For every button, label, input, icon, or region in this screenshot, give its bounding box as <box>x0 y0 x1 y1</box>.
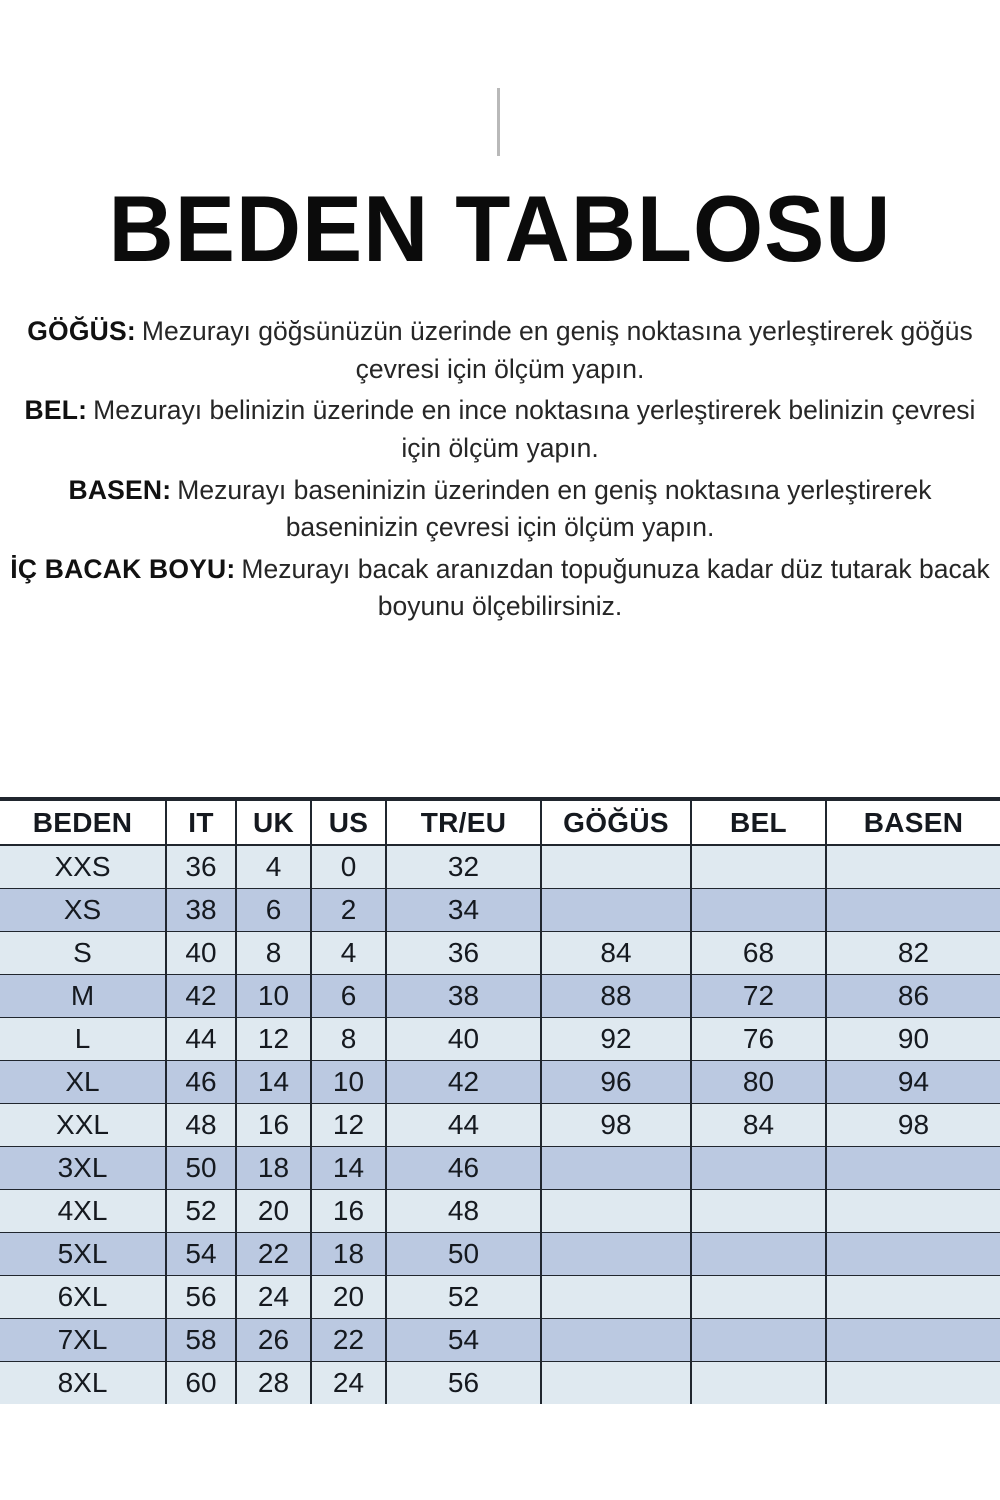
instruction-gogus-label: GÖĞÜS: <box>27 316 136 346</box>
cell-us: 24 <box>311 1361 386 1404</box>
column-header-beden: BEDEN <box>0 799 166 845</box>
cell-gogus: 96 <box>541 1060 691 1103</box>
cell-beden: XXL <box>0 1103 166 1146</box>
instruction-basen <box>8 472 992 547</box>
cell-treu: 44 <box>386 1103 541 1146</box>
cell-uk: 24 <box>236 1275 311 1318</box>
column-header-bel: BEL <box>691 799 826 845</box>
cell-beden: 4XL <box>0 1189 166 1232</box>
cell-us: 4 <box>311 931 386 974</box>
cell-uk: 12 <box>236 1017 311 1060</box>
cell-it: 50 <box>166 1146 236 1189</box>
cell-it: 56 <box>166 1275 236 1318</box>
cell-basen <box>826 1318 1000 1361</box>
cell-basen <box>826 845 1000 888</box>
cell-basen: 86 <box>826 974 1000 1017</box>
cell-basen <box>826 1275 1000 1318</box>
cell-us: 14 <box>311 1146 386 1189</box>
cell-basen <box>826 1232 1000 1275</box>
instruction-gogus-text: Mezurayı göğsünüzün üzerinde en geniş noktasına yerleştirerek göğüs çevresi için ölçüm yapın. <box>141 316 973 384</box>
cell-treu: 32 <box>386 845 541 888</box>
measurement-instructions <box>8 313 992 630</box>
cell-bel <box>691 1232 826 1275</box>
cell-bel <box>691 1189 826 1232</box>
cell-treu: 34 <box>386 888 541 931</box>
cell-us: 6 <box>311 974 386 1017</box>
instruction-bel-label: BEL: <box>24 395 88 426</box>
cell-treu: 56 <box>386 1361 541 1404</box>
cell-gogus <box>541 1361 691 1404</box>
cell-gogus: 84 <box>541 931 691 974</box>
cell-treu: 48 <box>386 1189 541 1232</box>
table-row <box>0 1318 1000 1361</box>
cell-gogus <box>541 1318 691 1361</box>
table-row <box>0 1103 1000 1146</box>
cell-gogus <box>541 1275 691 1318</box>
cell-basen: 90 <box>826 1017 1000 1060</box>
cell-gogus: 98 <box>541 1103 691 1146</box>
cell-us: 22 <box>311 1318 386 1361</box>
table-row <box>0 1189 1000 1232</box>
cell-treu: 54 <box>386 1318 541 1361</box>
cell-gogus: 92 <box>541 1017 691 1060</box>
cell-beden: XL <box>0 1060 166 1103</box>
table-row <box>0 1361 1000 1404</box>
cell-bel <box>691 1275 826 1318</box>
cell-uk: 8 <box>236 931 311 974</box>
instruction-ic-bacak-boyu-text: Mezurayı bacak aranızdan topuğunuza kadar düz tutarak bacak boyunu ölçebilirsiniz. <box>241 553 990 622</box>
cell-it: 58 <box>166 1318 236 1361</box>
column-header-treu: TR/EU <box>386 799 541 845</box>
cell-basen: 94 <box>826 1060 1000 1103</box>
table-row <box>0 1275 1000 1318</box>
cell-it: 46 <box>166 1060 236 1103</box>
cell-uk: 20 <box>236 1189 311 1232</box>
cell-treu: 40 <box>386 1017 541 1060</box>
cell-gogus <box>541 845 691 888</box>
cell-bel: 84 <box>691 1103 826 1146</box>
cell-it: 38 <box>166 888 236 931</box>
table-row <box>0 888 1000 931</box>
cell-uk: 28 <box>236 1361 311 1404</box>
cell-treu: 50 <box>386 1232 541 1275</box>
cell-bel: 80 <box>691 1060 826 1103</box>
cell-gogus: 88 <box>541 974 691 1017</box>
cell-treu: 52 <box>386 1275 541 1318</box>
cell-beden: 6XL <box>0 1275 166 1318</box>
cell-it: 52 <box>166 1189 236 1232</box>
cell-it: 40 <box>166 931 236 974</box>
cell-uk: 14 <box>236 1060 311 1103</box>
instruction-gogus <box>8 313 992 388</box>
cell-gogus <box>541 1232 691 1275</box>
table-row <box>0 1146 1000 1189</box>
instruction-ic-bacak-boyu <box>8 551 992 626</box>
cell-it: 60 <box>166 1361 236 1404</box>
cell-bel <box>691 1361 826 1404</box>
cell-us: 12 <box>311 1103 386 1146</box>
cell-basen <box>826 1146 1000 1189</box>
cell-basen: 82 <box>826 931 1000 974</box>
cell-beden: S <box>0 931 166 974</box>
cell-beden: XS <box>0 888 166 931</box>
table-header-row <box>0 799 1000 845</box>
cell-it: 36 <box>166 845 236 888</box>
cell-gogus <box>541 1146 691 1189</box>
instruction-ic-bacak-boyu-label: İÇ BACAK BOYU: <box>10 553 236 584</box>
size-table-head <box>0 799 1000 845</box>
table-row <box>0 1232 1000 1275</box>
cell-basen: 98 <box>826 1103 1000 1146</box>
cell-gogus <box>541 888 691 931</box>
cell-uk: 16 <box>236 1103 311 1146</box>
cell-bel: 72 <box>691 974 826 1017</box>
cell-treu: 46 <box>386 1146 541 1189</box>
column-header-basen: BASEN <box>826 799 1000 845</box>
instruction-basen-label: BASEN: <box>68 474 172 505</box>
column-header-it: IT <box>166 799 236 845</box>
cell-beden: 3XL <box>0 1146 166 1189</box>
cell-basen <box>826 1189 1000 1232</box>
cell-us: 20 <box>311 1275 386 1318</box>
cell-beden: 7XL <box>0 1318 166 1361</box>
size-table-container <box>0 797 1000 1404</box>
instruction-basen-text: Mezurayı baseninizin üzerinden en geniş noktasına yerleştirerek baseninizin çevresi için ölçüm yapın. <box>177 474 932 543</box>
cell-us: 2 <box>311 888 386 931</box>
table-row <box>0 931 1000 974</box>
instruction-bel <box>8 392 992 467</box>
table-row <box>0 974 1000 1017</box>
cell-uk: 26 <box>236 1318 311 1361</box>
cell-bel <box>691 1146 826 1189</box>
cell-us: 10 <box>311 1060 386 1103</box>
top-divider-rule <box>497 88 500 156</box>
cell-beden: M <box>0 974 166 1017</box>
page-title: BEDEN TABLOSU <box>108 176 892 281</box>
cell-treu: 42 <box>386 1060 541 1103</box>
cell-bel: 68 <box>691 931 826 974</box>
cell-beden: XXS <box>0 845 166 888</box>
cell-uk: 18 <box>236 1146 311 1189</box>
size-table-body <box>0 845 1000 1404</box>
cell-bel <box>691 888 826 931</box>
column-header-uk: UK <box>236 799 311 845</box>
cell-it: 54 <box>166 1232 236 1275</box>
cell-basen <box>826 1361 1000 1404</box>
cell-us: 8 <box>311 1017 386 1060</box>
cell-uk: 10 <box>236 974 311 1017</box>
cell-gogus <box>541 1189 691 1232</box>
cell-bel <box>691 1318 826 1361</box>
table-row <box>0 1017 1000 1060</box>
cell-beden: 8XL <box>0 1361 166 1404</box>
cell-bel <box>691 845 826 888</box>
cell-us: 16 <box>311 1189 386 1232</box>
cell-it: 48 <box>166 1103 236 1146</box>
cell-us: 18 <box>311 1232 386 1275</box>
instruction-bel-text: Mezurayı belinizin üzerinde en ince noktasına yerleştirerek belinizin çevresi için ölçüm yapın. <box>93 395 976 463</box>
cell-treu: 38 <box>386 974 541 1017</box>
column-header-us: US <box>311 799 386 845</box>
table-row <box>0 1060 1000 1103</box>
cell-uk: 6 <box>236 888 311 931</box>
cell-beden: 5XL <box>0 1232 166 1275</box>
cell-basen <box>826 888 1000 931</box>
cell-us: 0 <box>311 845 386 888</box>
size-table <box>0 797 1000 1404</box>
cell-uk: 4 <box>236 845 311 888</box>
column-header-gogus: GÖĞÜS <box>541 799 691 845</box>
cell-it: 44 <box>166 1017 236 1060</box>
table-row <box>0 845 1000 888</box>
cell-uk: 22 <box>236 1232 311 1275</box>
cell-it: 42 <box>166 974 236 1017</box>
cell-beden: L <box>0 1017 166 1060</box>
cell-bel: 76 <box>691 1017 826 1060</box>
cell-treu: 36 <box>386 931 541 974</box>
